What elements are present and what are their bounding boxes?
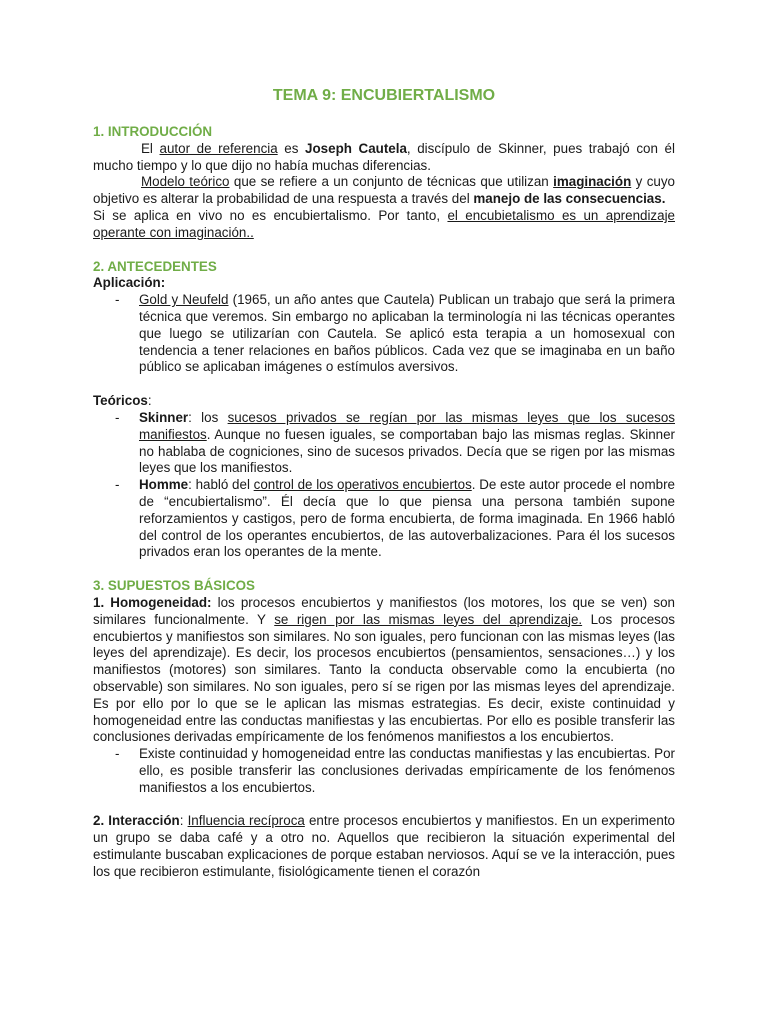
list-item: - Existe continuidad y homogeneidad entre las conductas manifiestas y las encubiertas. Por ello, es posible transferir las conclusiones derivadas empíricamente de los fenómenos manifiestos a los encubiertos. — [115, 746, 675, 795]
intro-paragraph-1: El autor de referencia es Joseph Cautela, discípulo de Skinner, pues trabajó con él mucho tiempo y lo que dijo no había muchas diferencias. — [93, 140, 675, 173]
supuestos-paragraph-1: 1. Homogeneidad: los procesos encubiertos y manifiestos (los motores, los que se ven) son similares funcionalmente. Y se rigen por las mismas leyes del aprendizaje. Los procesos encubiertos y manifiestos son similares. No son iguales, pero funcionan con las mismas leyes (las leyes del aprendizaje). Es decir, los procesos encubiertos (pensamientos, sensaciones…) y los manifiestos (motores) son similares. Tanto la conducta observable como la encubierta (no observable) son similares. No son iguales, pero sí se rigen por las mismas leyes del aprendizaje. Es por ello por lo que se le aplican las mismas estrategias. Es decir, existe continuidad y homogeneidad entre las conductas manifiestas y las encubiertas. Por ello es posible transferir las conclusiones derivadas empíricamente de los fenómenos manifiestos a los encubiertos. — [93, 594, 675, 745]
heading-antecedentes: 2. ANTECEDENTES — [93, 258, 217, 274]
list-item: - Homme: habló del control de los operativos encubiertos. De este autor procede el nombre de “encubiertalismo”. Él decía que lo que piensa una persona también supone reforzamientos y castigos, pero de forma encubierta, de forma imaginada. En 1966 habló del control de los operantes encubiertos, de las autoverbalizaciones. Para él los sucesos privados eran los operantes de la mente. — [115, 477, 675, 560]
document-title: TEMA 9: ENCUBIERTALISMO — [272, 87, 496, 104]
aplicacion-list — [93, 292, 675, 376]
supuestos-list — [93, 746, 675, 796]
intro-paragraph-3: Si se aplica en vivo no es encubiertalismo. Por tanto, el encubietalismo es un aprendizaje operante con imaginación.. — [93, 207, 675, 240]
aplicacion-label: Aplicación: — [93, 275, 166, 291]
heading-supuestos-basicos: 3. SUPUESTOS BÁSICOS — [93, 578, 255, 594]
heading-introduccion: 1. INTRODUCCIÓN — [93, 124, 213, 139]
intro-paragraph-2: Modelo teórico que se refiere a un conjunto de técnicas que utilizan imaginación y cuyo objetivo es alterar la probabilidad de una respuesta a través del manejo de las consecuencias. — [93, 174, 676, 207]
teoricos-list — [93, 410, 675, 561]
teoricos-label: Teóricos: — [93, 393, 152, 409]
supuestos-paragraph-2: 2. Interacción: Influencia recíproca entre procesos encubiertos y manifiestos. En un experimento un grupo se daba café y a otro no. Aquellos que recibieron la situación experimental del estimulante buscaban explicaciones de porque estaban nerviosos. Aquí se ve la interacción, pues los que recibieron estimulante, fisiológicamente tienen el corazón — [93, 813, 675, 879]
list-item: - Gold y Neufeld (1965, un año antes que Cautela) Publican un trabajo que será la primera técnica que veremos. Sin embargo no aplicaban la terminología ni las técnicas operantes que luego se utilizarían con Cautela. Se aplicó esta terapia a un homosexual con tendencia a tener relaciones en baños públicos. Cada vez que se imaginaba en un baño público se aplicaban imágenes o estímulos aversivos. — [115, 292, 675, 375]
list-item: - Skinner: los sucesos privados se regían por las mismas leyes que los sucesos manifiestos. Aunque no fuesen iguales, se comportaban bajo las mismas reglas. Skinner no hablaba de cogniciones, sino de sucesos privados. Decía que se rigen por las mismas leyes que los manifiestos. — [115, 409, 675, 476]
